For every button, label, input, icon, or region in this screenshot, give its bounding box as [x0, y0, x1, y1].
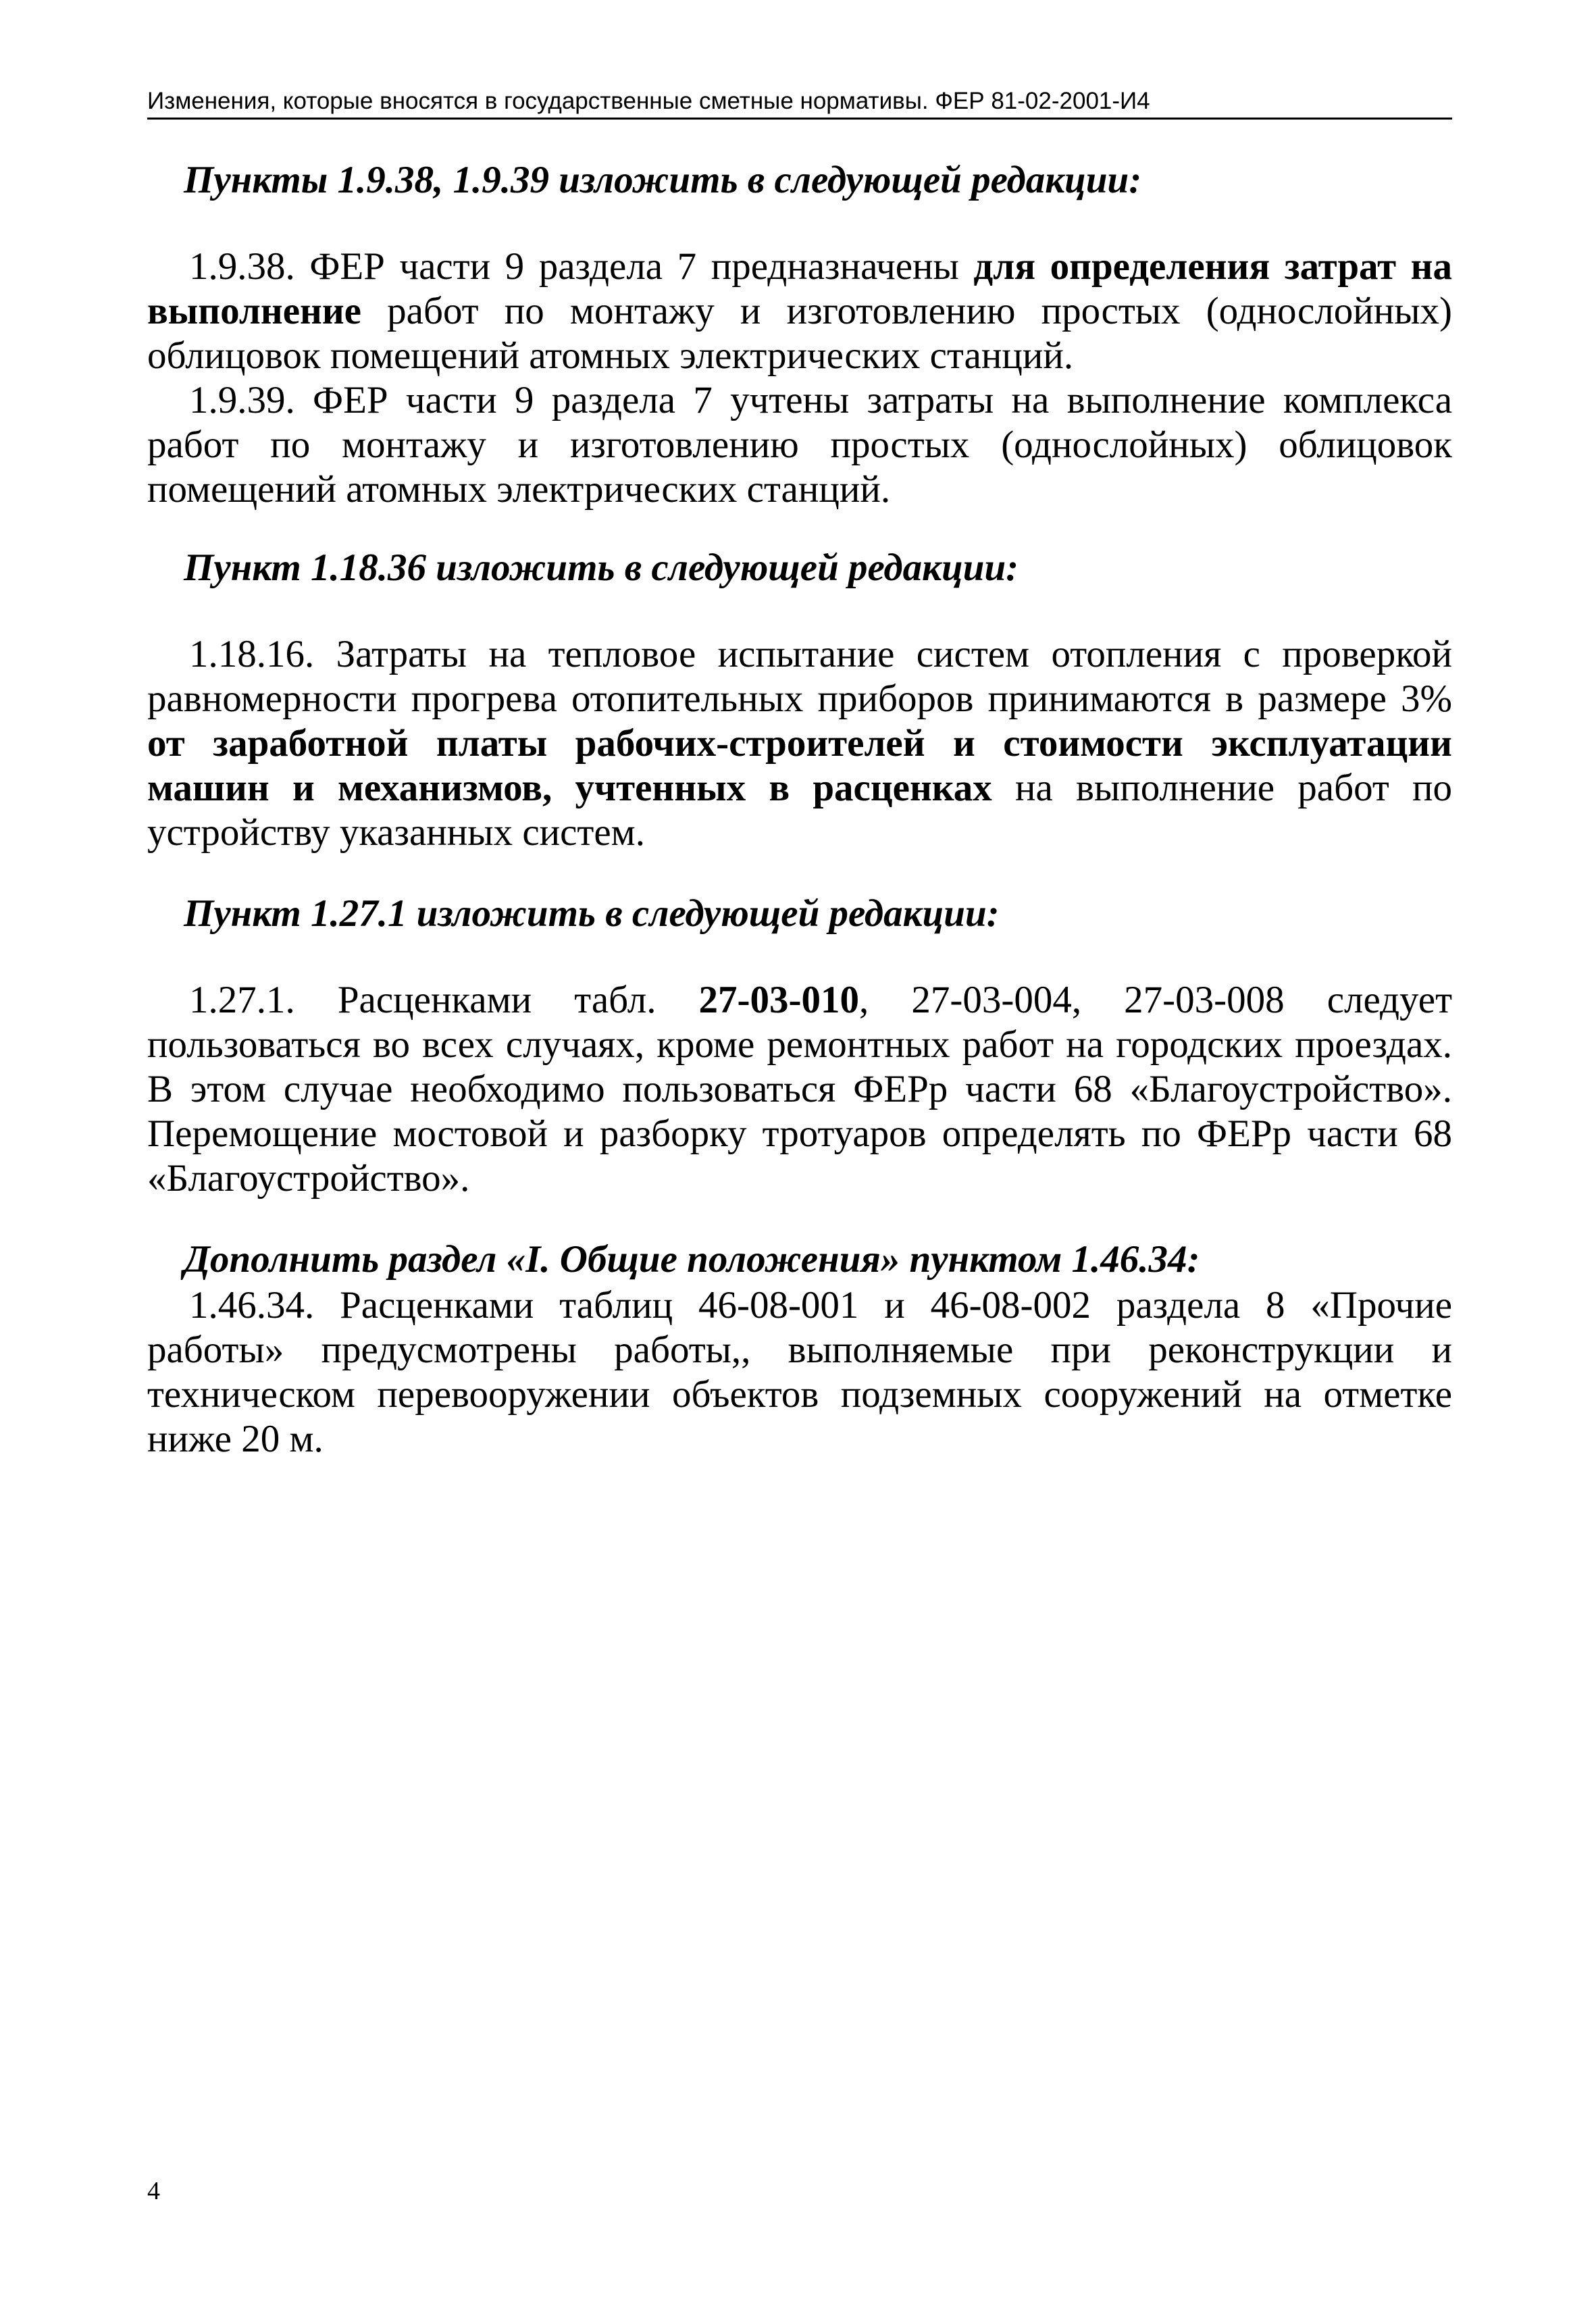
spacer: [147, 1201, 1452, 1236]
paragraph-1-27-1: [147, 978, 1452, 1201]
paragraph-text: на выполнение работ по устройству указанных систем.: [147, 767, 1452, 854]
paragraph-1-46-34: 1.46.34. Расценками таблиц 46-08-001 и 46-08-002 раздела 8 «Прочие работы» предусмотрены работы,, выполняемые при реконструкции и техническом перевооружении объектов подземных сооружений на отметке ниже 20 м.: [147, 1284, 1452, 1460]
paragraph-1-9-39: 1.9.39. ФЕР части 9 раздела 7 учтены затраты на выполнение комплекса работ по монтажу и изготовлению простых (однослойных) облицовок помещений атомных электрических станций.: [147, 379, 1452, 511]
document-body: [147, 157, 1452, 1462]
section-heading-3: Пункт 1.27.1 изложить в следующей редакции:: [184, 892, 1000, 935]
paragraph-text: работ по монтажу и изготовлению простых (однослойных) облицовок помещений атомных электрических станций.: [147, 290, 1452, 377]
paragraph-bold-text: для определения затрат на выполнение: [147, 245, 1452, 332]
spacer: [147, 512, 1452, 544]
paragraph-text: , 27-03-004, 27-03-008 следует пользоваться во всех случаях, кроме ремонтных работ на городских проездах. В этом случае необходимо пользоваться ФЕРр части 68 «Благоустройство». Перемощение мостовой и разборку тротуаров определять по ФЕРр части 68 «Благоустройство».: [147, 979, 1452, 1200]
paragraph-1-9-38: [147, 245, 1452, 378]
paragraph-text: 1.9.38. ФЕР части 9 раздела 7 предназначены: [189, 245, 974, 288]
spacer: [147, 855, 1452, 890]
spacer: [147, 204, 1452, 245]
paragraph-1-18-16: [147, 632, 1452, 855]
spacer: [147, 592, 1452, 632]
section-heading-1: Пункты 1.9.38, 1.9.39 изложить в следующей редакции:: [184, 159, 1142, 201]
paragraph-bold-text: от заработной платы рабочих-строителей и стоимости эксплуатации машин и механизмов, учтенных в расценках: [147, 722, 1452, 809]
paragraph-text: 1.18.16. Затраты на тепловое испытание систем отопления с проверкой равномерности прогрева отопительных приборов принимаются в размере 3%: [147, 633, 1452, 720]
page-number: 4: [147, 2177, 160, 2205]
section-heading-2: Пункт 1.18.36 изложить в следующей редакции:: [184, 546, 1019, 589]
section-heading-4: Дополнить раздел «I. Общие положения» пунктом 1.46.34:: [184, 1238, 1200, 1281]
spacer: [147, 937, 1452, 978]
paragraph-text: 1.27.1. Расценками табл.: [189, 979, 699, 1021]
running-header: Изменения, которые вносятся в государственные сметные нормативы. ФЕР 81-02-2001-И4: [147, 86, 1452, 120]
paragraph-bold-text: 27-03-010: [698, 979, 860, 1021]
